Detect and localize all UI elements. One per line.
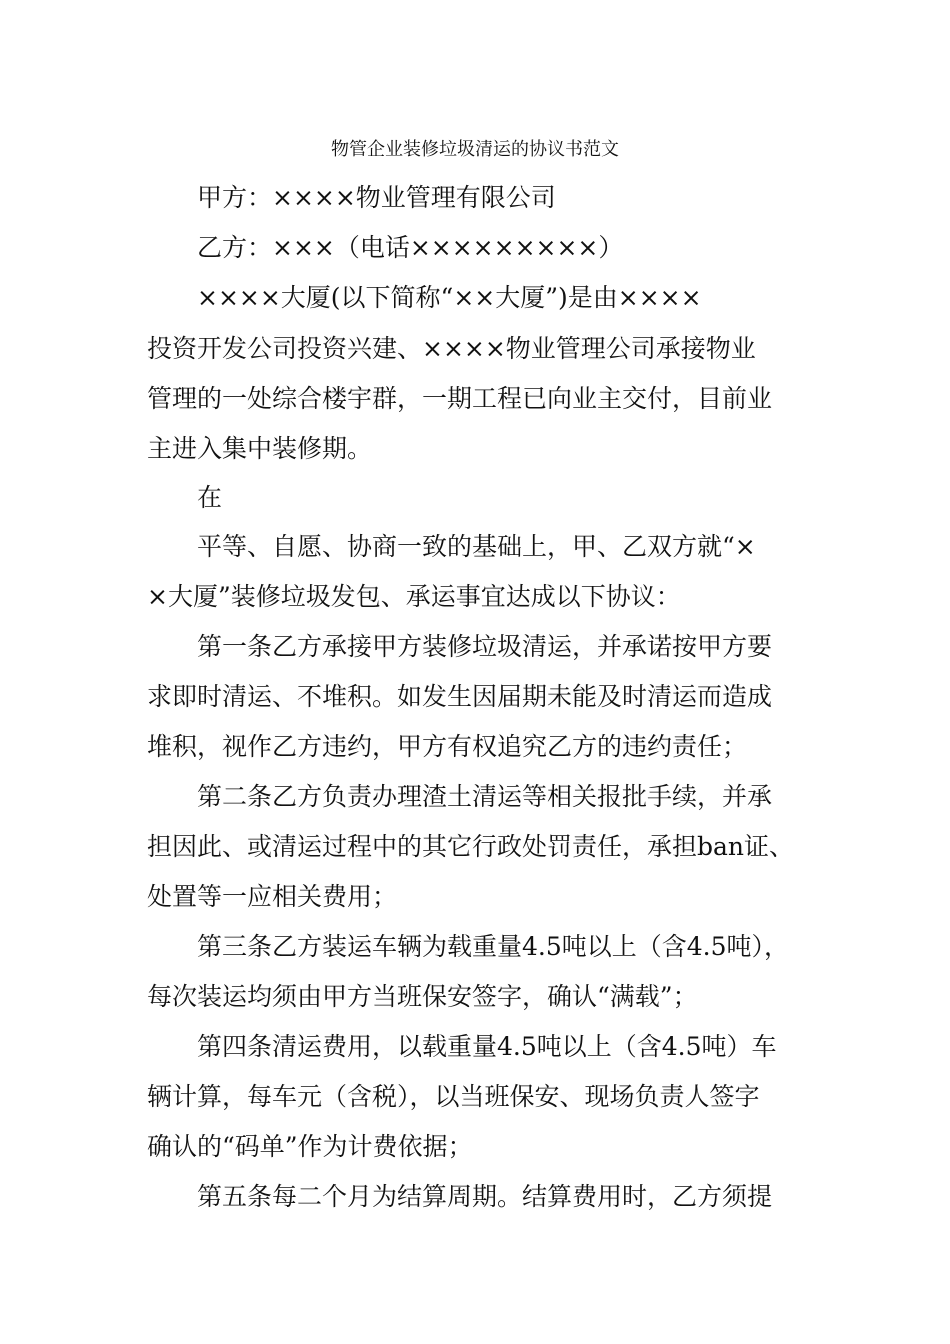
- article-1-line: 堆积，视作乙方违约，甲方有权追究乙方的违约责任；: [147, 732, 748, 761]
- paragraph-line: ×大厦”装修垃圾发包、承运事宜达成以下协议：: [147, 582, 681, 611]
- article-2-line: 处置等一应相关费用；: [147, 882, 398, 911]
- article-4-line: 确认的“码单”作为计费依据；: [147, 1132, 473, 1161]
- article-3-line: 第三条乙方装运车辆为载重量4.5吨以上（含4.5吨），: [197, 932, 790, 961]
- paragraph-line: 主进入集中装修期。: [147, 434, 373, 463]
- paragraph-line: 投资开发公司投资兴建、××××物业管理公司承接物业: [147, 334, 756, 363]
- article-3-line: 每次装运均须由甲方当班保安签字，确认“满载”；: [147, 982, 698, 1011]
- paragraph-line: ××××大厦(以下简称“××大厦”)是由××××: [197, 283, 702, 312]
- article-4-line: 第四条清运费用，以载重量4.5吨以上（含4.5吨）车: [197, 1032, 777, 1061]
- document-title: 物管企业装修垃圾清运的协议书范文: [331, 139, 619, 160]
- article-1-line: 第一条乙方承接甲方装修垃圾清运，并承诺按甲方要: [197, 632, 773, 661]
- party-a-line: 甲方：××××物业管理有限公司: [197, 183, 556, 212]
- article-5-line: 第五条每二个月为结算周期。结算费用时，乙方须提: [197, 1182, 773, 1211]
- paragraph-line: 管理的一处综合楼宇群，一期工程已向业主交付，目前业: [147, 384, 773, 413]
- article-4-line: 辆计算，每车元（含税），以当班保安、现场负责人签字: [147, 1082, 760, 1111]
- article-1-line: 求即时清运、不堆积。如发生因届期未能及时清运而造成: [147, 682, 773, 711]
- paragraph-line: 平等、自愿、协商一致的基础上，甲、乙双方就“×: [197, 532, 756, 561]
- paragraph-line: 在: [197, 483, 223, 512]
- article-2-line: 担因此、或清运过程中的其它行政处罚责任，承担ban证、: [147, 832, 795, 861]
- article-2-line: 第二条乙方负责办理渣土清运等相关报批手续，并承: [197, 782, 773, 811]
- party-b-line: 乙方：×××（电话×××××××××）: [197, 233, 624, 262]
